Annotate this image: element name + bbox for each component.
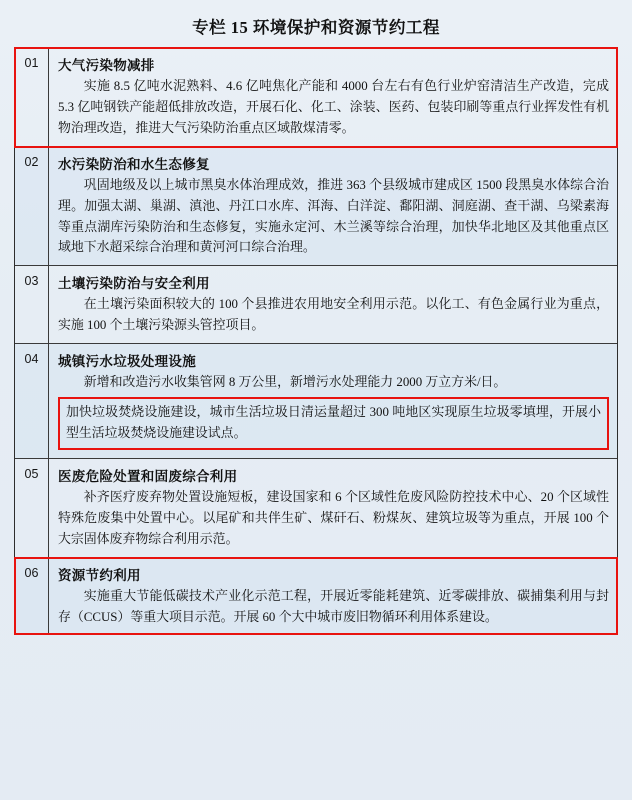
table-row xyxy=(15,558,617,635)
row-content xyxy=(49,344,617,458)
row-heading: 土壤污染防治与安全利用 xyxy=(58,276,210,292)
row-heading: 城镇污水垃圾处理设施 xyxy=(58,354,196,370)
table-row xyxy=(15,344,617,459)
row-number: 02 xyxy=(15,147,49,266)
row-number: 04 xyxy=(15,344,49,458)
row-content xyxy=(49,48,617,146)
row-paragraph: 补齐医疗废弃物处置设施短板，建设国家和 6 个区域性危废风险防控技术中心、20 个区域性特殊危废集中处置中心。以尾矿和共伴生矿、煤矸石、粉煤灰、建筑垃圾等为重点，开展 100 个大宗固体废弃物综合利用示范。 xyxy=(58,489,609,546)
row-number: 05 xyxy=(15,459,49,557)
row-content xyxy=(49,459,617,557)
row-paragraph: 实施重大节能低碳技术产业化示范工程，开展近零能耗建筑、近零碳排放、碳捕集利用与封存（CCUS）等重大项目示范。开展 60 个大中城市废旧物循环利用体系建设。 xyxy=(58,588,609,624)
row-number: 06 xyxy=(15,558,49,635)
table-row xyxy=(15,266,617,344)
row-heading: 水污染防治和水生态修复 xyxy=(58,156,210,172)
row-content xyxy=(49,558,617,635)
row-paragraph: 巩固地级及以上城市黑臭水体治理成效，推进 363 个县级城市建成区 1500 段黑臭水体综合治理。加强太湖、巢湖、滇池、丹江口水库、洱海、白洋淀、鄱阳湖、洞庭湖、查干湖、乌梁素海等重点湖库污染防治和生态修复，实施永定河、木兰溪等综合治理，加快华北地区及其他重点区域地下水超采综合治理和黄河河口综合治理。 xyxy=(58,177,609,255)
table-row xyxy=(15,147,617,267)
row-heading: 医废危险处置和固废综合利用 xyxy=(58,468,238,484)
row-heading: 资源节约利用 xyxy=(58,567,141,583)
row-paragraph: 新增和改造污水收集管网 8 万公里，新增污水处理能力 2000 万立方米/日。 xyxy=(83,375,507,390)
row-content xyxy=(49,147,617,266)
table-row xyxy=(15,459,617,558)
table-row xyxy=(15,48,617,147)
row-number: 01 xyxy=(15,48,49,146)
highlighted-note-text: 加快垃圾焚烧设施建设，城市生活垃圾日清运量超过 300 吨地区实现原生垃圾零填埋，开展小型生活垃圾焚烧设施建设试点。 xyxy=(66,405,601,440)
row-content xyxy=(49,266,617,343)
row-number: 03 xyxy=(15,266,49,343)
row-paragraph: 在土壤污染面积较大的 100 个县推进农用地安全利用示范。以化工、有色金属行业为重点，实施 100 个土壤污染源头管控项目。 xyxy=(58,297,609,333)
row-paragraph: 实施 8.5 亿吨水泥熟料、4.6 亿吨焦化产能和 4000 台左右有色行业炉窑清洁生产改造，完成 5.3 亿吨钢铁产能超低排放改造，开展石化、化工、涂装、医药、包装印刷等重点行业挥发性有机物治理改造，推进大气污染防治重点区域散煤清零。 xyxy=(58,79,609,135)
highlighted-note xyxy=(58,397,609,450)
page-title: 专栏 15 环境保护和资源节约工程 xyxy=(192,18,440,37)
programs-table xyxy=(14,47,618,635)
row-heading: 大气污染物减排 xyxy=(58,58,155,73)
